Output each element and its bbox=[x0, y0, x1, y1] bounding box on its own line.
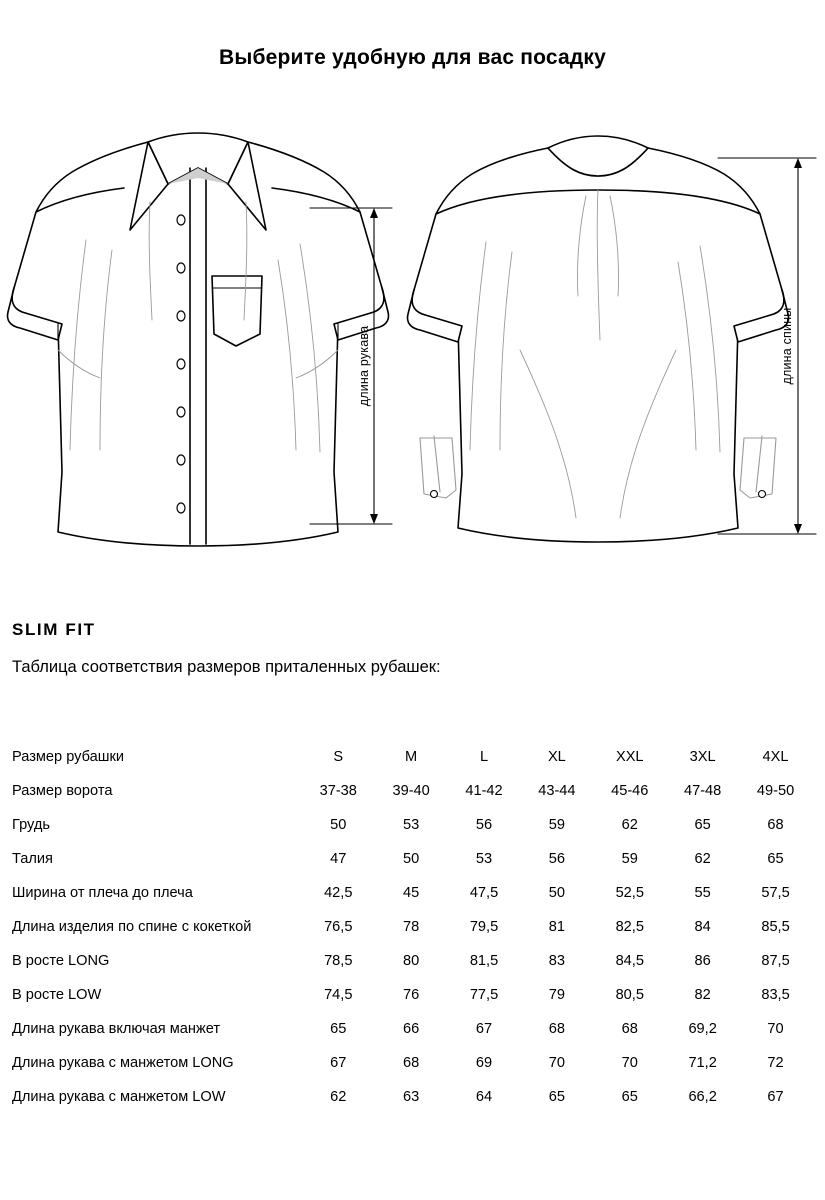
table-column-header: M bbox=[405, 749, 418, 765]
cell: 49-50 bbox=[756, 783, 795, 799]
shirt-front-view bbox=[8, 133, 389, 546]
table-header-label: Размер рубашки bbox=[12, 749, 125, 765]
table-row bbox=[12, 978, 812, 1012]
cell: 43-44 bbox=[538, 783, 576, 799]
row-label: Длина рукава включая манжет bbox=[12, 1021, 221, 1037]
table-row bbox=[12, 774, 812, 808]
table-caption: Таблица соответствия размеров приталенных рубашек: bbox=[12, 658, 441, 676]
cell: 68 bbox=[548, 1021, 565, 1037]
cell: 84,5 bbox=[615, 953, 644, 969]
table-column-header: 4XL bbox=[762, 749, 789, 765]
cell: 79 bbox=[548, 987, 565, 1003]
cell: 59 bbox=[621, 851, 638, 867]
table-header-row bbox=[12, 740, 812, 774]
table-row bbox=[12, 842, 812, 876]
row-label: В росте LOW bbox=[12, 987, 102, 1003]
cell: 50 bbox=[548, 885, 565, 901]
cell: 70 bbox=[548, 1055, 565, 1071]
cell: 68 bbox=[767, 817, 784, 833]
cell: 82,5 bbox=[615, 919, 644, 935]
cell: 80,5 bbox=[615, 987, 644, 1003]
cell: 86 bbox=[694, 953, 711, 969]
table-column-header: L bbox=[479, 749, 489, 765]
table-row bbox=[12, 1046, 812, 1080]
cell: 80 bbox=[403, 953, 420, 969]
cell: 69,2 bbox=[688, 1021, 717, 1037]
cell: 83,5 bbox=[761, 987, 790, 1003]
cell: 69 bbox=[475, 1055, 493, 1071]
cell: 45-46 bbox=[611, 783, 649, 799]
cell: 81 bbox=[548, 919, 565, 935]
row-label: Талия bbox=[12, 851, 53, 867]
table-column-header: 3XL bbox=[689, 749, 716, 765]
front-sleeve-label: длина рукава bbox=[357, 325, 371, 407]
cell: 47 bbox=[330, 851, 347, 867]
shirt-back-view bbox=[408, 136, 789, 542]
cell: 41-42 bbox=[465, 783, 503, 799]
cell: 59 bbox=[548, 817, 565, 833]
cell: 65 bbox=[767, 851, 784, 867]
cell: 78,5 bbox=[324, 953, 353, 969]
cell: 65 bbox=[621, 1089, 638, 1105]
cell: 72 bbox=[767, 1055, 784, 1071]
table-column-header: XXL bbox=[615, 749, 644, 765]
row-label: Грудь bbox=[12, 817, 50, 833]
cell: 76 bbox=[403, 987, 420, 1003]
row-label: Длина рукава с манжетом LONG bbox=[12, 1055, 234, 1071]
cell: 68 bbox=[621, 1021, 638, 1037]
row-label: Длина изделия по спине с кокеткой bbox=[12, 919, 252, 935]
cell: 70 bbox=[621, 1055, 638, 1071]
cell: 45 bbox=[403, 885, 420, 901]
cell: 82 bbox=[694, 987, 711, 1003]
cell: 67 bbox=[475, 1021, 493, 1037]
cell: 65 bbox=[330, 1021, 347, 1037]
cell: 85,5 bbox=[761, 919, 790, 935]
cell: 37-38 bbox=[319, 783, 357, 799]
cell: 53 bbox=[475, 851, 493, 867]
cell: 76,5 bbox=[324, 919, 353, 935]
table-row bbox=[12, 876, 812, 910]
cell: 65 bbox=[694, 817, 711, 833]
cell: 68 bbox=[403, 1055, 420, 1071]
cell: 47,5 bbox=[469, 885, 499, 901]
cell: 56 bbox=[475, 817, 493, 833]
table-row bbox=[12, 808, 812, 842]
cell: 64 bbox=[475, 1089, 493, 1105]
row-label: В росте LONG bbox=[12, 953, 110, 969]
cell: 66 bbox=[403, 1021, 420, 1037]
cell: 74,5 bbox=[324, 987, 353, 1003]
table-row bbox=[12, 944, 812, 978]
table-row bbox=[12, 1012, 812, 1046]
cell: 87,5 bbox=[761, 953, 790, 969]
cell: 77,5 bbox=[469, 987, 499, 1003]
cell: 84 bbox=[694, 919, 711, 935]
cell: 70 bbox=[767, 1021, 784, 1037]
cell: 65 bbox=[548, 1089, 565, 1105]
cell: 50 bbox=[330, 817, 347, 833]
cell: 62 bbox=[694, 851, 711, 867]
cell: 47-48 bbox=[683, 783, 722, 799]
cell: 63 bbox=[403, 1089, 420, 1105]
table-column-header: XL bbox=[547, 749, 566, 765]
fit-type-label: SLIM FIT bbox=[12, 620, 96, 639]
cell: 50 bbox=[403, 851, 420, 867]
back-length-label: длина спины bbox=[780, 307, 794, 385]
shirt-illustration bbox=[0, 120, 825, 560]
cell: 79,5 bbox=[469, 919, 499, 935]
cell: 81,5 bbox=[469, 953, 499, 969]
table-row bbox=[12, 1080, 812, 1114]
row-label: Длина рукава с манжетом LOW bbox=[12, 1089, 226, 1105]
cell: 71,2 bbox=[688, 1055, 717, 1071]
cell: 52,5 bbox=[615, 885, 644, 901]
cell: 56 bbox=[548, 851, 565, 867]
cell: 55 bbox=[694, 885, 711, 901]
cell: 42,5 bbox=[324, 885, 353, 901]
table-column-header: S bbox=[333, 749, 344, 765]
cell: 39-40 bbox=[392, 783, 430, 799]
cell: 78 bbox=[403, 919, 420, 935]
cell: 53 bbox=[403, 817, 420, 833]
row-label: Размер ворота bbox=[12, 783, 113, 799]
cell: 66,2 bbox=[688, 1089, 717, 1105]
cell: 57,5 bbox=[761, 885, 790, 901]
page-title: Выберите удобную для вас посадку bbox=[218, 46, 607, 69]
cell: 67 bbox=[767, 1089, 784, 1105]
cell: 62 bbox=[330, 1089, 347, 1105]
row-label: Ширина от плеча до плеча bbox=[12, 885, 193, 901]
cell: 83 bbox=[548, 953, 565, 969]
size-table bbox=[12, 740, 812, 1114]
cell: 62 bbox=[621, 817, 638, 833]
table-row bbox=[12, 910, 812, 944]
cell: 67 bbox=[330, 1055, 347, 1071]
